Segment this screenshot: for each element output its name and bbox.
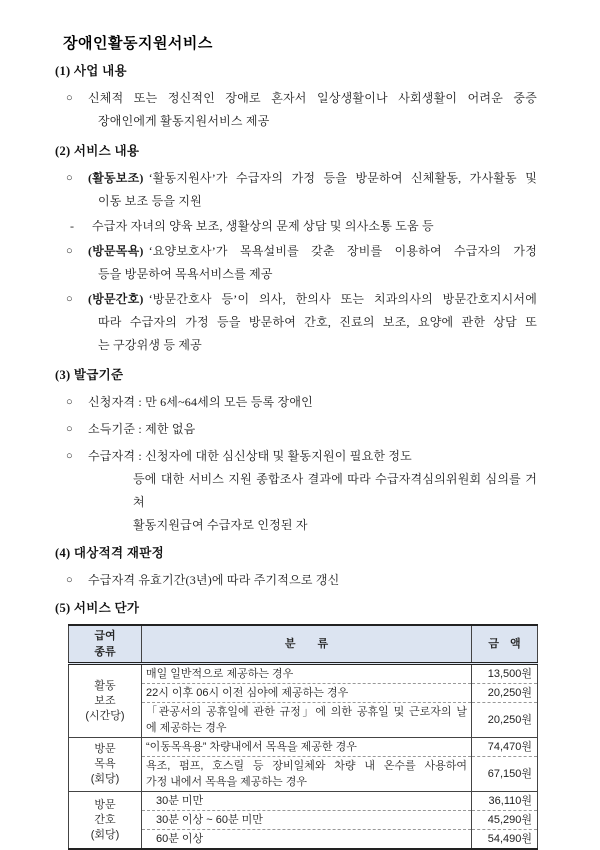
category-line: 「관공서의 공휴일에 관한 규정」에 의한 공휴일 및 근로자의 날 <box>146 706 467 718</box>
bullet-marker: ○ <box>66 172 73 184</box>
amount-cell: 36,110원 <box>472 792 538 811</box>
bullet-marker: ○ <box>66 92 73 104</box>
table-header-row <box>69 625 538 664</box>
benefit-label-line: 목욕 <box>94 758 116 770</box>
bullet-line: 활동지원급여 수급자로 인정된 자 <box>133 518 308 532</box>
amount-cell: 67,150원 <box>472 757 538 792</box>
bullet-marker: - <box>70 219 74 233</box>
bullet-body <box>88 418 537 441</box>
header-benefit-line1: 급여 <box>94 630 116 642</box>
category-cell <box>142 757 472 792</box>
bullet-line: 는 구강위생 등 제공 <box>98 338 202 352</box>
category-cell <box>142 738 472 757</box>
category-line: 60분 이상 <box>156 833 204 845</box>
category-line: 욕조, 펌프, 호스릴 등 장비일체와 차량 내 온수를 사용하여 <box>146 760 467 772</box>
bullet-line: 이동 보조 등을 지원 <box>98 194 202 208</box>
header-category: 분 류 <box>142 625 472 664</box>
bullet-body <box>88 87 537 133</box>
table-row <box>69 792 538 811</box>
category-cell <box>142 703 472 738</box>
bullet <box>55 445 537 537</box>
bullet-marker: ○ <box>66 293 73 305</box>
bullet <box>55 167 537 213</box>
category-cell <box>142 792 472 811</box>
bullet <box>55 240 537 286</box>
category-line: “이동목욕용” 차량내에서 목욕을 제공한 경우 <box>146 741 357 753</box>
bullet-line: 등에 대한 서비스 지원 종합조사 결과에 따라 수급자격심의위원회 심의를 거쳐 <box>133 472 537 509</box>
category-line: 매일 일반적으로 제공하는 경우 <box>146 668 294 680</box>
category-line: 가정 내에서 목욕을 제공하는 경우 <box>146 776 307 788</box>
bullet-line <box>88 167 537 190</box>
bullet-line: 소득기준 : 제한 없음 <box>88 422 196 436</box>
benefit-label-line: (회당) <box>90 773 120 785</box>
bullet <box>55 569 537 592</box>
amount-cell: 20,250원 <box>472 684 538 703</box>
category-line: 30분 미만 <box>156 795 204 807</box>
benefit-label-line: (회당) <box>90 828 120 841</box>
category-cell <box>142 684 472 703</box>
bullet-line: 장애인에게 활동지원서비스 제공 <box>98 114 270 128</box>
bullet <box>55 87 537 133</box>
bullet-body <box>88 569 537 592</box>
amount-cell: 54,490원 <box>472 830 538 850</box>
bullet <box>55 215 537 238</box>
category-line: 에 제공하는 경우 <box>146 722 227 734</box>
bullet-marker: ○ <box>66 450 73 462</box>
benefit-label-line: 간호 <box>94 813 116 826</box>
category-cell <box>142 664 472 684</box>
bullet <box>55 288 537 357</box>
category-cell <box>142 830 472 850</box>
section-heading-2: (2) 서비스 내용 <box>55 144 140 158</box>
bullet-text: ‘방문간호사 등’이 의사, 한의사 또는 치과의사의 방문간호지시서에 <box>148 292 537 306</box>
header-benefit-type <box>69 625 142 664</box>
section-heading-3: (3) 발급기준 <box>55 368 124 382</box>
doc-title: 장애인활동지원서비스 <box>63 35 213 52</box>
header-amount: 금 액 <box>472 625 538 664</box>
bullet-line <box>88 288 537 311</box>
table-row <box>69 664 538 684</box>
price-table <box>68 624 538 850</box>
bullet-marker: ○ <box>66 574 73 586</box>
amount-cell: 74,470원 <box>472 738 538 757</box>
bullet-line: 신청자격 : 만 6세~64세의 모든 등록 장애인 <box>88 395 313 409</box>
bullet-line: 등을 방문하여 목욕서비스를 제공 <box>98 267 273 281</box>
benefit-type-cell <box>69 664 142 738</box>
bullet-text: ‘요양보호사’가 목욕설비를 갖춘 장비를 이용하여 수급자의 가정 <box>148 244 537 258</box>
header-benefit-line2: 종류 <box>94 646 116 658</box>
benefit-label-line: 방문 <box>94 798 116 811</box>
bullet-body <box>92 215 537 238</box>
bullet-body <box>88 445 537 537</box>
category-cell <box>142 811 472 830</box>
bullet-line: 따라 수급자의 가정 등을 방문하여 간호, 진료의 보조, 요양에 관한 상담 또 <box>98 315 537 329</box>
bullet-marker: ○ <box>66 245 73 257</box>
table-row <box>69 738 538 757</box>
benefit-label-line: 활동 <box>94 679 116 692</box>
benefit-label-line: 방문 <box>94 743 116 755</box>
bullet <box>55 391 537 414</box>
bullet-marker: ○ <box>66 396 73 408</box>
bullet-body <box>88 167 537 213</box>
bold-label: (방문목욕) <box>88 244 144 258</box>
benefit-label-line: (시간당) <box>85 709 125 722</box>
benefit-type-cell <box>69 792 142 850</box>
section-heading-5: (5) 서비스 단가 <box>55 601 140 615</box>
category-line: 30분 이상 ~ 60분 미만 <box>156 814 263 826</box>
bullet-text: ‘활동지원사’가 수급자의 가정 등을 방문하여 신체활동, 가사활동 및 <box>148 171 537 185</box>
bullet-body <box>88 391 537 414</box>
bold-label: (방문간호) <box>88 292 144 306</box>
benefit-type-cell <box>69 738 142 792</box>
bullet-line <box>88 240 537 263</box>
section-heading-1: (1) 사업 내용 <box>55 64 127 78</box>
benefit-label-line: 보조 <box>94 694 116 707</box>
bullet <box>55 418 537 441</box>
amount-cell: 13,500원 <box>472 664 538 684</box>
bullet-line: 신체적 또는 정신적인 장애로 혼자서 일상생활이나 사회생활이 어려운 중증 <box>88 91 537 105</box>
section-heading-4: (4) 대상적격 재판정 <box>55 546 164 560</box>
category-line: 22시 이후 06시 이전 심야에 제공하는 경우 <box>146 687 349 699</box>
bullet-marker: ○ <box>66 423 73 435</box>
bullet-body <box>88 240 537 286</box>
amount-cell: 20,250원 <box>472 703 538 738</box>
bullet-line: 수급자격 : 신청자에 대한 심신상태 및 활동지원이 필요한 정도 <box>88 449 412 463</box>
bullet-line: 수급자 자녀의 양육 보조, 생활상의 문제 상담 및 의사소통 도움 등 <box>92 219 434 233</box>
bullet-line: 수급자격 유효기간(3년)에 따라 주기적으로 갱신 <box>88 573 340 587</box>
bold-label: (활동보조) <box>88 171 144 185</box>
bullet-body <box>88 288 537 357</box>
amount-cell: 45,290원 <box>472 811 538 830</box>
